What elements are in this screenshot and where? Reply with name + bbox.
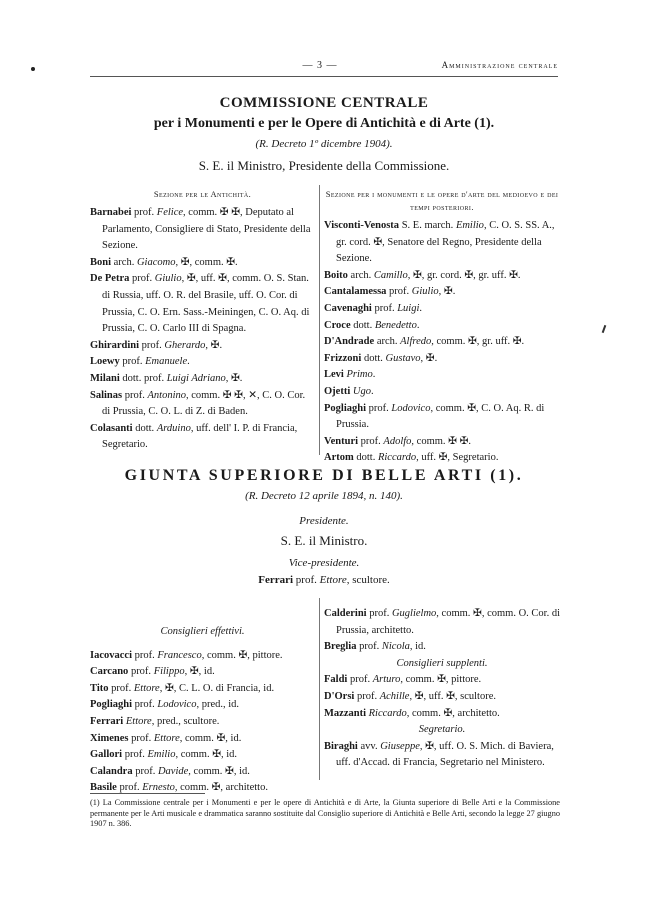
- member-surname: Mazzanti: [324, 707, 366, 719]
- member-given-name: Alfredo: [400, 336, 432, 348]
- member-details: .: [370, 385, 374, 397]
- member-given-name: Felice: [156, 207, 184, 218]
- member-entry: [324, 434, 560, 451]
- member-details: , C. O. S. SS. A., gr. cord. ✠, Senatore del Regno, Presidente della Sezione.: [336, 220, 555, 265]
- member-title: prof.: [366, 402, 392, 414]
- vice-president-given-name: Ettore: [319, 574, 347, 586]
- member-surname: Gallori: [90, 749, 123, 761]
- member-entry: [90, 664, 315, 681]
- member-surname: Breglia: [324, 641, 357, 653]
- member-given-name: Giulio: [411, 286, 439, 298]
- secretary-heading: Segretario.: [418, 724, 466, 736]
- member-details: , pred., id.: [196, 699, 240, 711]
- member-surname: Carcano: [90, 666, 129, 678]
- member-title: prof.: [371, 302, 398, 314]
- member-given-name: Riccardo: [377, 452, 417, 464]
- member-title: dott.: [132, 422, 157, 434]
- member-entry: [90, 371, 315, 388]
- member-surname: Visconti-Venosta: [324, 220, 400, 231]
- member-entry: [324, 351, 560, 368]
- member-surname: Croce: [324, 319, 351, 331]
- member-details: , ✠, uff. ✠, scultore.: [409, 690, 496, 702]
- member-details: , comm. ✠ ✠, ✕, C. O. Cor. di Prussia, C. O. L. di Z. di Baden.: [102, 389, 306, 418]
- member-surname: Ghirardini: [90, 339, 140, 351]
- member-given-name: Camillo: [373, 269, 408, 281]
- member-details: , comm. ✠, pittore.: [400, 674, 482, 686]
- substitute-councillors-heading: Consiglieri supplenti.: [396, 657, 488, 669]
- member-surname: Ojetti: [324, 385, 351, 397]
- member-entry: [324, 367, 560, 384]
- member-title: prof.: [131, 207, 157, 218]
- member-entry: [90, 714, 315, 731]
- member-entry: [90, 780, 315, 797]
- vice-president: [90, 574, 558, 586]
- column-divider-top: [319, 185, 320, 455]
- member-given-name: Guglielmo: [391, 608, 437, 619]
- running-header: [0, 60, 646, 74]
- member-details: , comm. ✠, id.: [175, 749, 238, 761]
- vice-president-surname: Ferrari: [258, 574, 294, 586]
- antiquities-heading: Sezione per le Antichità.: [153, 189, 252, 199]
- member-title: avv.: [357, 740, 381, 752]
- member-title: dott. prof.: [119, 372, 167, 384]
- member-details: , comm. ✠ ✠.: [411, 435, 472, 447]
- member-given-name: Ettore: [125, 715, 152, 727]
- member-surname: Biraghi: [324, 740, 358, 752]
- member-entry: [324, 706, 560, 723]
- member-given-name: Luigi Adriano: [166, 372, 226, 384]
- member-title: prof.: [132, 699, 158, 711]
- member-entry: [90, 764, 315, 781]
- column-divider-bottom: [319, 598, 320, 780]
- vice-president-role: , scultore.: [346, 574, 390, 586]
- member-details: , id.: [409, 641, 426, 653]
- member-entry: [90, 255, 315, 272]
- member-surname: De Petra: [90, 273, 130, 285]
- member-details: , comm. ✠, gr. uff. ✠.: [431, 336, 525, 348]
- member-entry: [324, 334, 560, 351]
- member-entry: [324, 739, 560, 772]
- member-surname: D'Orsi: [324, 690, 355, 702]
- effective-councillors-heading: Consiglieri effettivi.: [160, 626, 245, 637]
- member-given-name: Primo: [346, 369, 373, 381]
- commission-subtitle: per i Monumenti e per le Opere di Antichità e di Arte (1).: [153, 116, 495, 131]
- member-title: arch.: [111, 256, 137, 268]
- member-surname: Basile: [90, 782, 117, 794]
- member-entry: [324, 301, 560, 318]
- member-given-name: Emilio: [455, 220, 484, 231]
- member-title: prof.: [128, 732, 154, 744]
- member-surname: Barnabei: [90, 207, 132, 218]
- giunta-decree: (R. Decreto 12 aprile 1894, n. 140).: [245, 490, 403, 502]
- member-details: , ✠.: [438, 286, 456, 298]
- member-entry: [324, 401, 560, 434]
- member-given-name: Francesco: [157, 649, 202, 661]
- effective-councillors-continued: [324, 606, 560, 656]
- member-surname: Salinas: [90, 389, 123, 401]
- member-details: , uff. dell' I. P. di Francia, Segretario.: [102, 422, 298, 451]
- member-entry: [324, 268, 560, 285]
- member-given-name: Emilio: [147, 749, 176, 761]
- member-entry: [90, 388, 315, 421]
- header-rule: [90, 76, 558, 77]
- member-details: , ✠, C. L. O. di Francia, id.: [159, 682, 275, 694]
- president-heading: Presidente.: [299, 515, 349, 527]
- member-entry: [90, 338, 315, 355]
- footnote-rule: [90, 793, 205, 794]
- member-given-name: Giulio: [154, 273, 182, 285]
- effective-councillors-list: [90, 648, 315, 797]
- footnote: (1) La Commissione centrale per i Monumenti e per le opere di Antichità e di Arte, la Giunta superiore di Belle Arti e la Commissione permanente per le Arti musicale e drammatica saranno sostituite dal Consiglio superiore di Antichità e Belle Arti, secondo la legge 27 giugno 1907 n. 386.: [90, 798, 560, 828]
- member-details: , ✠, uff. O. S. Mich. di Baviera, uff. d'Accad. di Francia, Segretario nel Ministero.: [336, 740, 554, 769]
- member-title: arch.: [374, 336, 401, 348]
- member-details: , comm. ✠, id.: [179, 732, 242, 744]
- member-surname: Cantalamessa: [324, 286, 387, 298]
- member-details: , comm. ✠ ✠, Deputato al Parlamento, Consigliere di Stato, Presidente della Sezione.: [102, 207, 311, 252]
- member-entry: [90, 421, 315, 454]
- antiquities-section: [90, 188, 315, 454]
- secretary-list: [324, 739, 560, 772]
- member-details: , comm. ✠, architetto.: [174, 782, 268, 794]
- member-title: prof.: [366, 608, 392, 619]
- antiquities-list: [90, 205, 315, 454]
- member-entry: [90, 205, 315, 255]
- member-given-name: Gustavo: [385, 352, 421, 364]
- member-entry: [324, 606, 560, 639]
- vice-president-heading: Vice-presidente.: [288, 557, 360, 569]
- member-given-name: Arduino: [156, 422, 191, 434]
- member-title: prof.: [347, 674, 373, 686]
- member-given-name: Gherardo: [164, 339, 206, 351]
- member-title: prof.: [116, 782, 143, 794]
- substitute-councillors-list: [324, 672, 560, 722]
- member-details: .: [419, 302, 423, 314]
- member-title: prof.: [122, 389, 148, 401]
- margin-mark: [602, 325, 607, 333]
- commission-president: S. E. il Ministro, Presidente della Commissione.: [198, 158, 450, 173]
- page-number: — 3 —: [302, 60, 338, 71]
- member-surname: Pogliaghi: [90, 699, 133, 711]
- member-surname: Cavenaghi: [324, 302, 372, 314]
- member-given-name: Emanuele: [145, 356, 188, 368]
- member-entry: [90, 648, 315, 665]
- member-title: prof.: [132, 649, 158, 661]
- member-entry: [324, 284, 560, 301]
- running-title: Amministrazione centrale: [441, 60, 558, 70]
- member-details: , comm. ✠, pittore.: [201, 649, 283, 661]
- member-details: , ✠.: [420, 352, 438, 364]
- member-surname: Venturi: [324, 435, 359, 447]
- effective-councillors: [90, 624, 315, 797]
- member-details: .: [372, 369, 376, 381]
- member-given-name: Benedetto: [374, 319, 417, 331]
- member-given-name: Lodovico: [391, 402, 431, 414]
- member-title: prof.: [356, 641, 382, 653]
- member-entry: [324, 384, 560, 401]
- monuments-section: [324, 188, 560, 467]
- member-given-name: Giuseppe: [380, 740, 420, 752]
- giunta-title: GIUNTA SUPERIORE DI BELLE ARTI (1).: [124, 467, 524, 484]
- monuments-heading: Sezione per i monumenti e le opere d'arte del medioevo e dei tempi posteriori.: [325, 189, 559, 212]
- member-title: prof.: [108, 682, 134, 694]
- member-title: prof.: [132, 765, 158, 777]
- member-details: , comm. ✠, architetto.: [406, 707, 500, 719]
- member-given-name: Luigi: [397, 302, 420, 314]
- commission-title: COMMISSIONE CENTRALE: [219, 95, 429, 111]
- member-surname: Tito: [90, 682, 109, 694]
- member-entry: [90, 354, 315, 371]
- member-surname: Milani: [90, 372, 120, 384]
- member-title: prof.: [129, 273, 155, 285]
- member-given-name: Filippo: [153, 666, 185, 678]
- member-surname: Colasanti: [90, 422, 133, 434]
- member-entry: [324, 672, 560, 689]
- member-entry: [90, 271, 315, 337]
- member-surname: D'Andrade: [324, 336, 375, 348]
- member-details: , ✠, gr. cord. ✠, gr. uff. ✠.: [407, 269, 521, 281]
- member-entry: [324, 218, 560, 268]
- member-entry: [324, 450, 560, 467]
- member-given-name: Ugo: [352, 385, 371, 397]
- member-details: , ✠, uff. ✠, comm. O. S. Stan. di Russia, uff. O. R. del Brasile, uff. O. Cor. di Prussia, C. O. Ern. Sass.-Meiningen, C. O. Aq. di Prussia, C. O. Carlo III di Spagna.: [102, 273, 310, 335]
- member-given-name: Ernesto: [142, 782, 175, 794]
- giunta-president: S. E. il Ministro.: [280, 533, 368, 548]
- member-entry: [324, 639, 560, 656]
- member-details: , ✠.: [205, 339, 223, 351]
- member-surname: Boito: [324, 269, 348, 281]
- member-given-name: Antonino: [147, 389, 186, 401]
- giunta-right-column: [324, 606, 560, 772]
- member-entry: [90, 697, 315, 714]
- member-given-name: Achille: [379, 690, 410, 702]
- member-title: prof.: [128, 666, 154, 678]
- member-given-name: Ettore: [133, 682, 160, 694]
- member-surname: Boni: [90, 256, 112, 268]
- member-surname: Calderini: [324, 608, 367, 619]
- member-title: dott.: [361, 352, 386, 364]
- member-title: prof.: [354, 690, 380, 702]
- member-entry: [90, 731, 315, 748]
- member-details: , ✠.: [225, 372, 243, 384]
- member-title: dott.: [350, 319, 375, 331]
- member-details: .: [187, 356, 190, 368]
- member-entry: [90, 747, 315, 764]
- member-surname: Frizzoni: [324, 352, 362, 364]
- member-given-name: Arturo: [372, 674, 401, 686]
- member-given-name: Nicola: [381, 641, 410, 653]
- member-surname: Ferrari: [90, 715, 124, 727]
- member-details: , pred., scultore.: [151, 715, 220, 727]
- member-details: , ✠, comm. ✠.: [175, 256, 238, 268]
- member-title: prof.: [122, 749, 148, 761]
- member-title: prof.: [139, 339, 165, 351]
- member-given-name: Riccardo: [368, 707, 407, 719]
- member-title: prof.: [358, 435, 384, 447]
- member-details: .: [416, 319, 420, 331]
- member-entry: [324, 689, 560, 706]
- member-title: prof.: [386, 286, 412, 298]
- monuments-list: [324, 218, 560, 467]
- member-surname: Levi: [324, 369, 344, 381]
- member-title: S. E. march.: [399, 220, 456, 231]
- member-surname: Pogliaghi: [324, 402, 367, 414]
- member-title: dott.: [353, 452, 378, 464]
- member-entry: [90, 681, 315, 698]
- member-given-name: Ettore: [153, 732, 180, 744]
- member-details: , comm. ✠, id.: [188, 765, 250, 777]
- member-entry: [324, 318, 560, 335]
- member-title: arch.: [347, 269, 374, 281]
- member-given-name: Adolfo: [383, 435, 412, 447]
- member-details: , comm. ✠, comm. O. Cor. di Prussia, architetto.: [336, 608, 561, 636]
- member-given-name: Lodovico: [157, 699, 197, 711]
- margin-dot: [31, 67, 35, 71]
- member-details: , uff. ✠, Segretario.: [416, 452, 499, 464]
- member-details: , comm. ✠, C. O. Aq. R. di Prussia.: [336, 402, 545, 431]
- member-surname: Faldi: [324, 674, 348, 686]
- member-surname: Calandra: [90, 765, 133, 777]
- member-surname: Ximenes: [90, 732, 129, 744]
- member-title: prof.: [119, 356, 146, 368]
- commission-decree: (R. Decreto 1º dicembre 1904).: [255, 138, 393, 150]
- member-given-name: Davide: [157, 765, 189, 777]
- member-given-name: Giacomo: [136, 256, 176, 268]
- member-surname: Loewy: [90, 356, 120, 368]
- member-surname: Artom: [324, 452, 354, 464]
- member-surname: Iacovacci: [90, 649, 132, 661]
- member-details: , ✠, id.: [184, 666, 215, 678]
- vice-president-title: prof.: [293, 574, 320, 586]
